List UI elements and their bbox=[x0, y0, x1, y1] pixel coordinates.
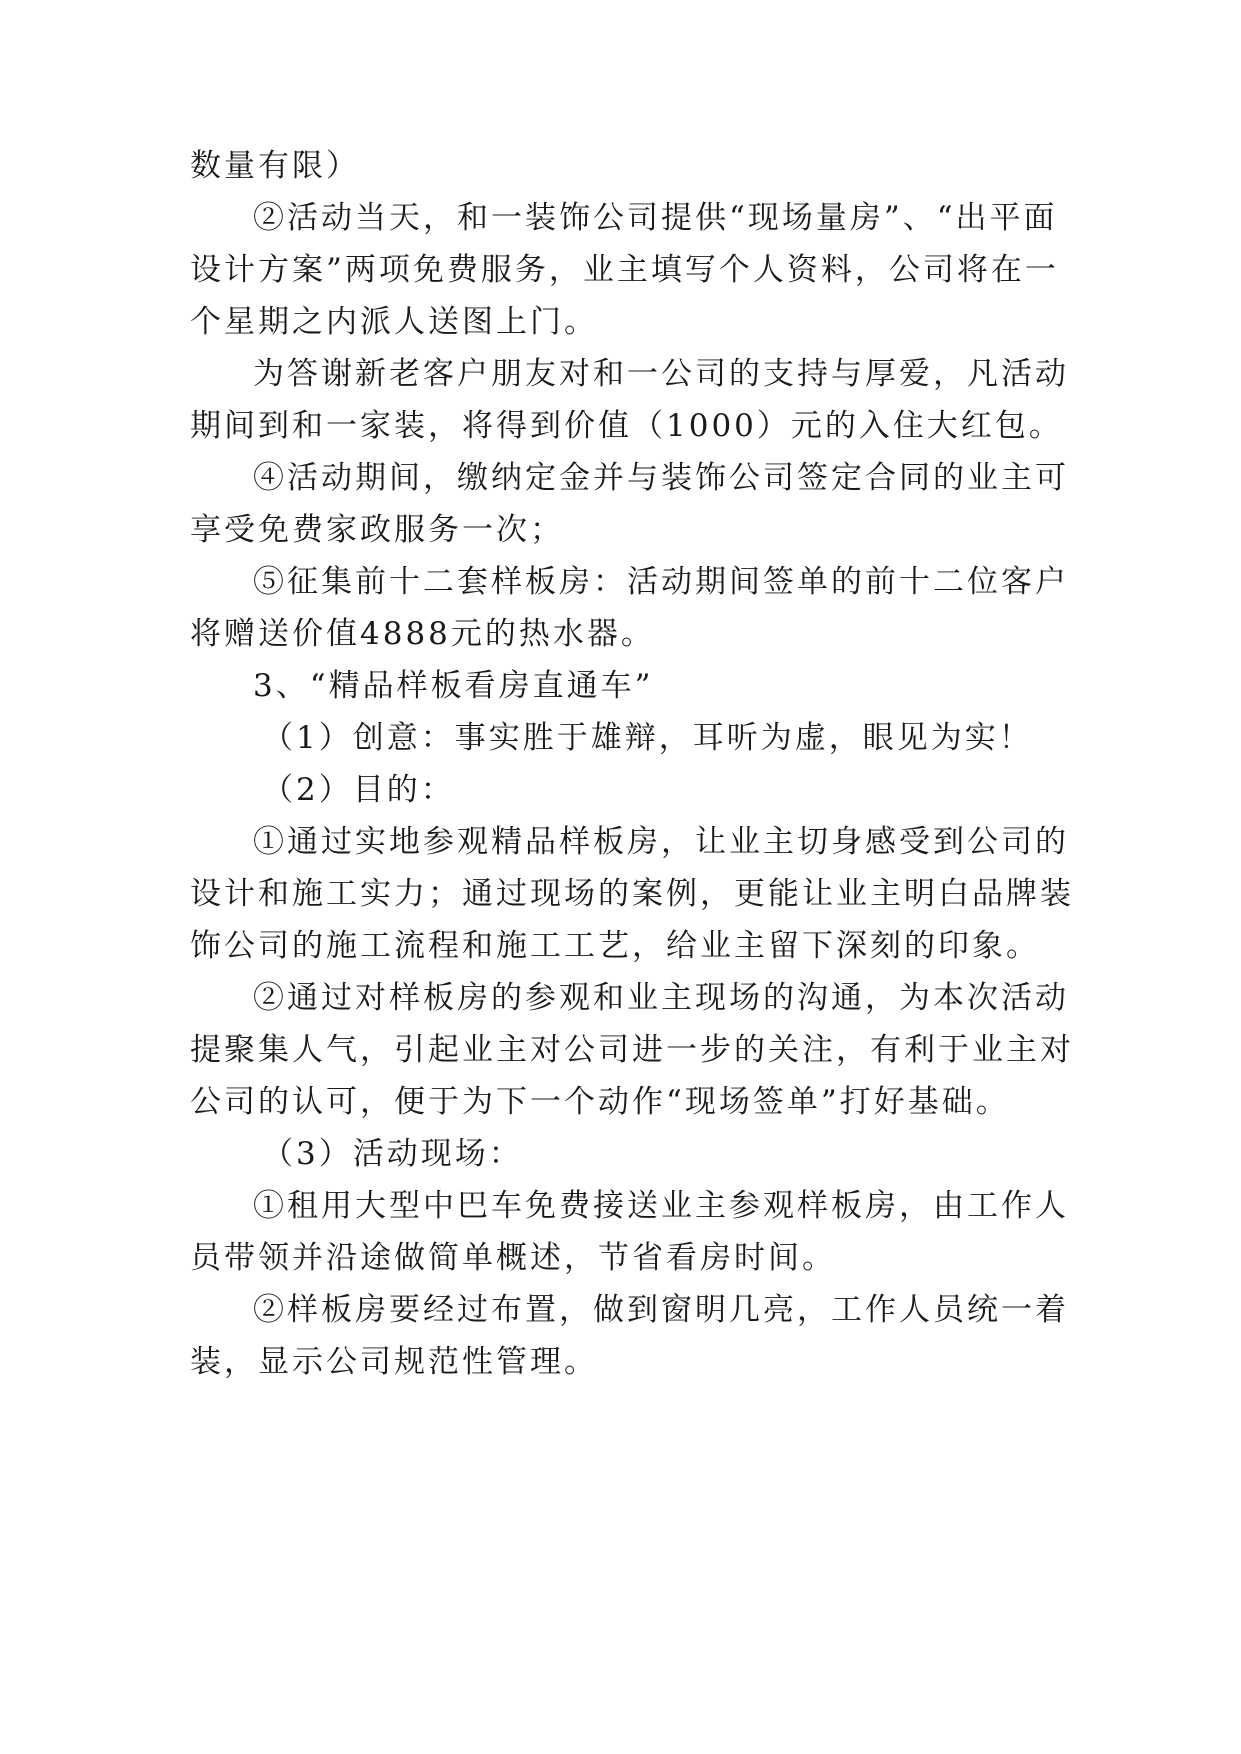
text-line: 期间到和一家装，将得到价值（1000）元的入住大红包。 bbox=[190, 408, 1063, 444]
text-line: ②样板房要经过布置，做到窗明几亮，工作人员统一着 bbox=[253, 1292, 1069, 1328]
text-line: ①租用大型中巴车免费接送业主参观样板房，由工作人 bbox=[253, 1188, 1069, 1224]
subheading-creative: （1）创意：事实胜于雄辩，耳听为虚，眼见为实！ bbox=[262, 720, 1033, 756]
text-line: ②通过对样板房的参观和业主现场的沟通，为本次活动 bbox=[253, 980, 1069, 1016]
text-line: ②活动当天，和一装饰公司提供“现场量房”、“出平面 bbox=[253, 200, 1058, 236]
text-line: 公司的认可，便于为下一个动作“现场签单”打好基础。 bbox=[190, 1084, 1010, 1120]
subheading-purpose: （2）目的： bbox=[262, 772, 455, 808]
text-line: ④活动期间，缴纳定金并与装饰公司签定合同的业主可 bbox=[253, 460, 1069, 496]
section-heading: 3、“精品样板看房直通车” bbox=[253, 668, 654, 704]
text-line: 享受免费家政服务一次； bbox=[190, 512, 564, 548]
text-line: 装，显示公司规范性管理。 bbox=[190, 1344, 598, 1380]
text-line: 提聚集人气，引起业主对公司进一步的关注，有利于业主对 bbox=[190, 1032, 1074, 1068]
text-line: 将赠送价值4888元的热水器。 bbox=[190, 616, 655, 652]
text-line: ⑤征集前十二套样板房：活动期间签单的前十二位客户 bbox=[253, 564, 1069, 600]
subheading-venue: （3）活动现场： bbox=[262, 1136, 523, 1172]
text-line: ①通过实地参观精品样板房，让业主切身感受到公司的 bbox=[253, 824, 1069, 860]
text-line: 为答谢新老客户朋友对和一公司的支持与厚爱，凡活动 bbox=[253, 356, 1069, 392]
text-line: 个星期之内派人送图上门。 bbox=[190, 304, 598, 340]
text-line: 设计和施工实力；通过现场的案例，更能让业主明白品牌装 bbox=[190, 876, 1074, 912]
text-line: 设计方案”两项免费服务，业主填写个人资料，公司将在一 bbox=[190, 252, 1059, 288]
text-line: 员带领并沿途做简单概述，节省看房时间。 bbox=[190, 1240, 836, 1276]
text-line: 饰公司的施工流程和施工工艺，给业主留下深刻的印象。 bbox=[190, 928, 1040, 964]
text-line: 数量有限） bbox=[190, 148, 360, 184]
